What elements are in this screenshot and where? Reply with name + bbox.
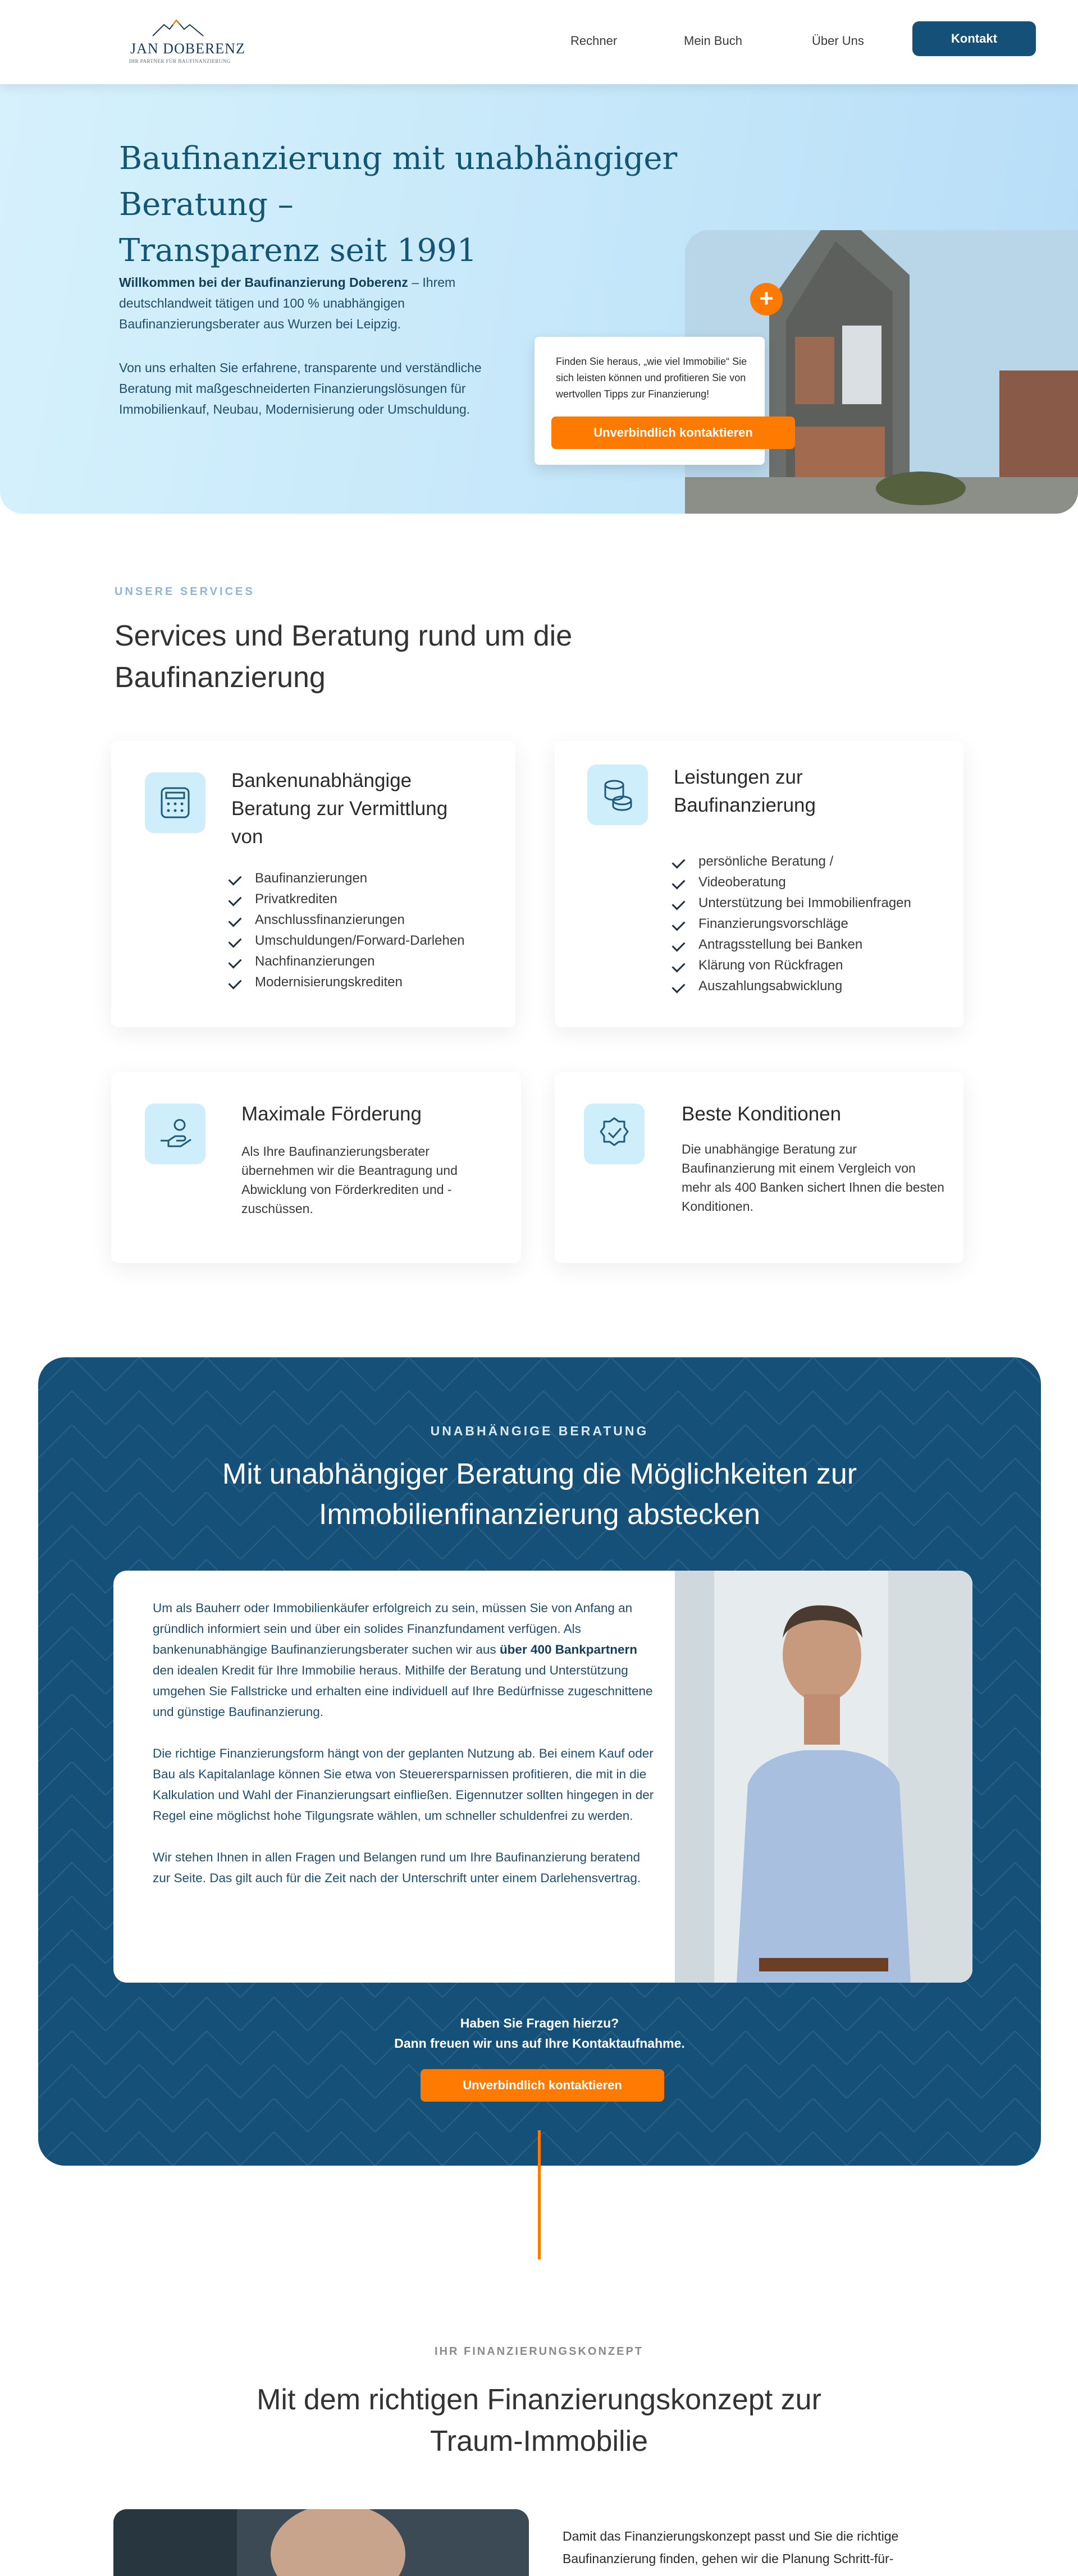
hand-coin-icon [145, 1104, 205, 1164]
advice-title-line1: Mit unabhängiger Beratung die Möglichkeiten zur [222, 1458, 857, 1490]
list-item: Videoberatung [670, 872, 911, 893]
advice-paragraph-1 [153, 1598, 658, 1722]
advice-text [153, 1598, 658, 1888]
advice-question [38, 2013, 1041, 2053]
card-title: Bankenunabhängige Beratung zur Vermittlung von [231, 770, 448, 848]
advice-title [38, 1454, 1041, 1535]
hero-intro [119, 272, 523, 335]
card-title: Maximale Förderung [241, 1103, 422, 1125]
list-item: Antragsstellung bei Banken [670, 934, 911, 955]
logo[interactable] [125, 17, 248, 67]
advisor-photo [675, 1571, 972, 1983]
services-title-line1: Services und Beratung rund um die [115, 620, 573, 652]
badge-icon [584, 1104, 645, 1164]
list-item: Umschuldungen/Forward-Darlehen [227, 930, 465, 951]
advice-p1-a: Um als Bauherr oder Immobilienkäufer erfolgreich zu sein, müssen Sie von Anfang an gründlich informiert sein und über ein solides Finanzfundament verfügen. Als bankenunabhängige Baufinanzierungsberater suchen wir aus [153, 1601, 633, 1657]
service-card-leistungen [555, 741, 963, 1027]
list-item: Anschlussfinanzierungen [227, 909, 465, 930]
advice-eyebrow: UNABHÄNGIGE BERATUNG [430, 1424, 649, 1438]
hero-section [0, 84, 1078, 514]
card-text: Als Ihre Baufinanzierungsberater übernehmen wir die Beantragung und Abwicklung von Förderkrediten und -zuschüssen. [241, 1144, 458, 1216]
services-eyebrow: UNSERE SERVICES [115, 585, 255, 598]
list-item: Klärung von Rückfragen [670, 955, 911, 976]
plus-icon[interactable]: + [750, 283, 783, 315]
nav-rechner[interactable]: Rechner [570, 34, 618, 48]
hero-contact-button[interactable]: Unverbindlich kontaktieren [551, 417, 795, 449]
list-item: Finanzierungsvorschläge [670, 913, 911, 934]
concept-title-line2: Traum-Immobilie [430, 2425, 648, 2458]
nav-mein-buch[interactable]: Mein Buch [684, 34, 742, 48]
advice-p1-strong: über 400 Bankpartnern [499, 1642, 638, 1657]
advice-card [113, 1571, 972, 1983]
hero-paragraph-2: Von uns erhalten Sie erfahrene, transparente und verständliche Beratung mit maßgeschneiderten Finanzierungslösungen für Immobilienkauf, Neubau, Modernisierung oder Umschuldung. [119, 360, 482, 417]
service-card-vermittlung [111, 741, 515, 1027]
card-text: Die unabhängige Beratung zur Baufinanzierung mit einem Vergleich von mehr als 400 Banken sichert Ihnen die besten Konditionen. [682, 1142, 944, 1214]
divider-line [538, 2130, 541, 2259]
coins-icon [587, 765, 648, 825]
hero-intro-rest: – Ihrem deutschlandweit tätigen und 100 % unabhängigen Baufinanzierungsberater aus Wurzen bei Leipzig. [119, 275, 456, 331]
list-item: Modernisierungskrediten [227, 972, 465, 992]
list-item: persönliche Beratung / [670, 851, 911, 872]
contact-button[interactable]: Kontakt [912, 21, 1036, 56]
hero-intro-strong: Willkommen bei der Baufinanzierung Doberenz [119, 275, 408, 290]
service-card-foerderung [111, 1072, 521, 1263]
concept-eyebrow: IHR FINANZIERUNGSKONZEPT [435, 2345, 643, 2358]
list-item: Unterstützung bei Immobilienfragen [670, 893, 911, 913]
services-title-line2: Baufinanzierung [115, 661, 326, 694]
logo-tagline: IHR PARTNER FÜR BAUFINANZIERUNG [129, 58, 231, 64]
concept-text: Damit das Finanzierungskonzept passt und Sie die richtige Baufinanzierung finden, gehen wir die Planung Schritt-für- [563, 2529, 899, 2566]
hero-teaser-card [535, 337, 765, 465]
hero-teaser-text: Finden Sie heraus, „wie viel Immobilie“ Sie sich leisten können und profitieren Sie von wertvollen Tipps zur Finanzierung! [556, 356, 747, 400]
advice-paragraph-2: Die richtige Finanzierungsform hängt von der geplanten Nutzung ab. Bei einem Kauf oder Bau als Kapitalanlage können Sie etwa von Steuerersparnissen profitieren, die mit in die Kalkulation und Wahl der Finanzierungsart einfließen. Eigennutzer sollten hingegen in der Regel eine möglichst hohe Tilgungsrate wählen, um schneller schuldenfrei zu werden. [153, 1746, 654, 1823]
service-card-konditionen [555, 1072, 963, 1263]
advice-p1-b: den idealen Kredit für Ihre Immobilie heraus. Mithilfe der Beratung und Unterstützung umgehen Sie Fallstricke und erhalten eine individuell auf Ihre Bedürfnisse zugeschnittene und günstige Baufinanzierung. [153, 1663, 653, 1719]
list-item: Nachfinanzierungen [227, 951, 465, 972]
services-title [115, 615, 572, 698]
site-header [0, 0, 1078, 84]
list-item: Baufinanzierungen [227, 868, 465, 889]
advice-title-line2: Immobilienfinanzierung abstecken [318, 1498, 761, 1531]
concept-image [113, 2509, 529, 2576]
nav-ueber-uns[interactable]: Über Uns [812, 34, 864, 48]
mountain-logo-icon [147, 17, 214, 39]
advice-question-line1: Haben Sie Fragen hierzu? [460, 2016, 619, 2030]
advice-contact-button[interactable]: Unverbindlich kontaktieren [421, 2069, 664, 2102]
advice-paragraph-3: Wir stehen Ihnen in allen Fragen und Belangen rund um Ihre Baufinanzierung beratend zur Seite. Das gilt auch für die Zeit nach der Unterschrift unter einem Darlehensvertrag. [153, 1850, 641, 1885]
advice-section [38, 1357, 1041, 2166]
advice-question-line2: Dann freuen wir uns auf Ihre Kontaktaufnahme. [394, 2036, 685, 2051]
hero-title-line1: Baufinanzierung mit unabhängiger Beratung – [119, 140, 678, 223]
list-item: Privatkrediten [227, 889, 465, 909]
concept-title-line1: Mit dem richtigen Finanzierungskonzept zur [257, 2383, 821, 2416]
concept-title [0, 2379, 1078, 2462]
list-item: Auszahlungsabwicklung [670, 976, 911, 996]
hero-title-line2: Transparenz seit 1991 [119, 232, 477, 269]
calculator-icon [145, 772, 205, 833]
card-list [227, 868, 465, 992]
logo-name: JAN DOBERENZ [130, 40, 245, 57]
card-title: Leistungen zur Baufinanzierung [674, 766, 816, 816]
card-list [670, 851, 911, 996]
card-title: Beste Konditionen [682, 1103, 842, 1125]
